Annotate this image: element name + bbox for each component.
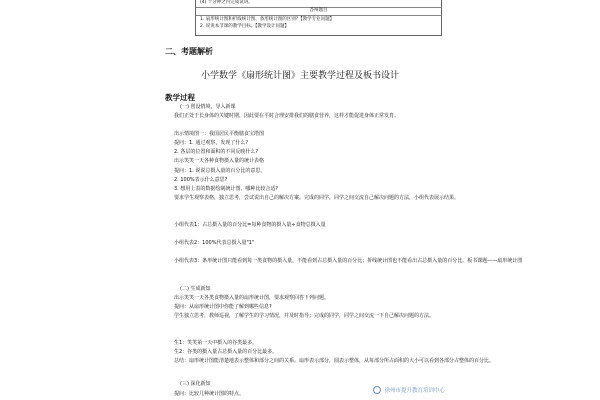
text-line: 提问：1. 通过观察，发现了什么? xyxy=(174,140,249,146)
table-row: (4) 十分钟之内完成试讲。 xyxy=(200,0,253,5)
text-line: 小组代表3：条形统计图只能看到每一类食物的摄入量，不能看到占总摄入量的百分比；折线统计图也不能看出占总摄入量的百分比。板书课题——扇形统计图 xyxy=(174,258,523,264)
table-header-cell: 答辩题目 xyxy=(196,7,441,15)
document-title: 小学数学《扇形统计图》主要教学过程及板书设计 xyxy=(200,71,399,81)
text-line: 提问：比较几种统计图的特点。 xyxy=(174,391,245,397)
text-line: 总结：扇形统计图能清楚地表示整体和部分之间的关系。扇形表示部分，圆表示整体，从每部分所占面积的大小可以看到各部分占整体的百分比。 xyxy=(174,358,495,364)
section-heading: 二、考题解析 xyxy=(165,47,213,56)
text-line: 出示笑笑一天各类食物摄入量的扇形统计图，要求观察回答下列问题。 xyxy=(174,295,330,301)
text-line: 提问：从扇形统计图中你能了解到哪些信息? xyxy=(174,304,272,310)
table-cell: 2. 说说本节课的教学目标。【教学设计问题】 xyxy=(200,24,289,29)
text-line: 提问：1. 说说总摄入量的百分比的意思。 xyxy=(174,168,266,174)
text-line: 学生独立思考，教师巡视，了解学生的学习情况，并及时指导；完成的同学，同学之间交流一下自己解决问题的方法。 xyxy=(174,313,435,319)
table-cell: 1. 扇形统计图和折线统计图、条形统计图的区别?【教学专业问题】 xyxy=(200,17,335,22)
process-heading: 教学过程 xyxy=(165,93,195,102)
text-line: 3. 想用上表的数据绘制统计图，哪种比较合适? xyxy=(174,186,279,192)
text-line: 小组代表1：占总摄入量的百分比=每种食物的摄入量÷食物总摄入量 xyxy=(174,222,326,228)
text-line: 要求学生观察表格，独立思考，尝试说出自己的解决方案。完成的同学，同学之间交流自己解决问题的方法，小组代表展示结果。 xyxy=(174,195,460,201)
text-line: 我们正处于长身体的关键时期，因此要在平时合理安排我们的膳食营养，这样才能促进身体正常发育。 xyxy=(174,113,400,119)
text-line: 出示笑笑一天各种食物摄入量的统计表格 xyxy=(174,158,265,164)
watermark-text: 徐州市提升教育培训中心 xyxy=(384,388,445,394)
text-line: 生2：谷类的摄入量占总摄入量的百分比最多。 xyxy=(174,349,278,355)
text-line: (二) 生成新知 xyxy=(180,286,211,292)
text-line: 2. 各层的位置和面积的不同反映什么? xyxy=(174,149,259,155)
text-line: 生1：笑笑第一天中摄入的谷类最多。 xyxy=(174,340,258,346)
text-line: (三) 深化新知 xyxy=(180,381,211,387)
watermark-logo-icon xyxy=(373,386,381,394)
text-line: 2. 100%表示什么意思? xyxy=(174,177,228,183)
text-line: (一) 创设情境，导入新课 xyxy=(180,104,236,110)
text-line: 出示情境图一：我国居民平衡膳食宝塔图 xyxy=(174,131,265,137)
table-row xyxy=(196,15,441,35)
watermark xyxy=(373,386,445,394)
text-line: 小组代表2：100%代表总摄入量"1" xyxy=(174,240,255,246)
defense-topic-table xyxy=(195,0,442,36)
